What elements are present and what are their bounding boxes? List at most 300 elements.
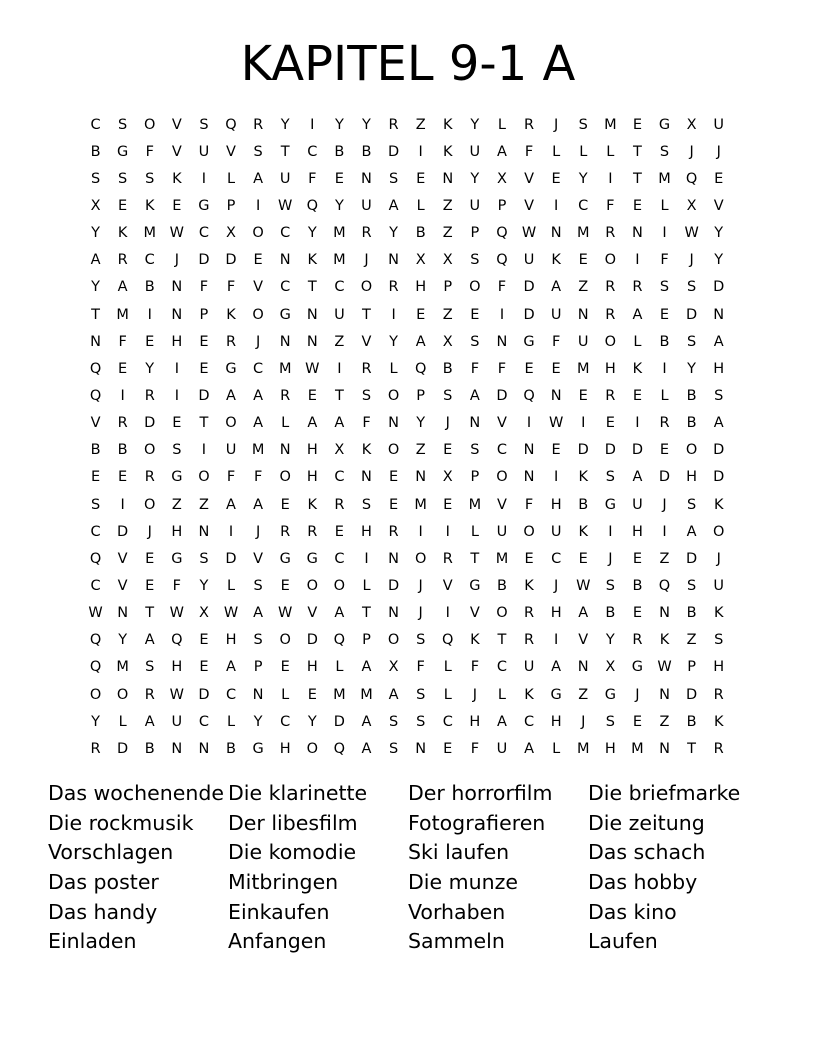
- grid-letter: E: [632, 550, 642, 567]
- grid-letter: C: [334, 469, 345, 486]
- word-list-item: Das poster: [48, 870, 159, 895]
- grid-letter: I: [364, 550, 369, 567]
- grid-letter: R: [632, 632, 643, 649]
- grid-letter: S: [687, 279, 697, 296]
- grid-letter: G: [252, 740, 264, 757]
- grid-letter: R: [144, 686, 155, 703]
- grid-letter: E: [307, 686, 317, 703]
- grid-letter: A: [334, 415, 345, 432]
- grid-letter: M: [143, 225, 156, 242]
- grid-letter: K: [659, 632, 670, 649]
- word-list-item: Vorschlagen: [48, 840, 174, 865]
- grid-letter: K: [713, 713, 724, 730]
- grid-letter: Z: [442, 306, 453, 323]
- grid-letter: B: [361, 143, 372, 160]
- grid-letter: F: [308, 170, 317, 187]
- grid-letter: J: [255, 333, 261, 350]
- grid-letter: A: [307, 415, 318, 432]
- grid-letter: Q: [523, 387, 535, 404]
- grid-letter: L: [335, 659, 344, 676]
- grid-letter: Z: [415, 116, 426, 133]
- grid-letter: Y: [389, 333, 398, 350]
- grid-letter: M: [278, 360, 292, 377]
- grid-letter: B: [144, 279, 155, 296]
- grid-letter: C: [307, 143, 318, 160]
- grid-letter: R: [334, 496, 345, 513]
- grid-letter: A: [253, 170, 264, 187]
- grid-letter: N: [388, 415, 399, 432]
- grid-letter: E: [199, 333, 209, 350]
- grid-letter: S: [90, 170, 101, 187]
- grid-letter: J: [554, 577, 559, 594]
- grid-letter: W: [169, 686, 184, 703]
- grid-letter: E: [118, 360, 128, 377]
- grid-letter: H: [631, 523, 643, 540]
- grid-letter: U: [361, 197, 372, 214]
- grid-letter: C: [280, 225, 291, 242]
- grid-letter: B: [117, 442, 128, 459]
- grid-letter: E: [551, 360, 561, 377]
- grid-letter: W: [223, 605, 239, 622]
- grid-letter: B: [496, 577, 507, 594]
- grid-letter: L: [389, 360, 398, 377]
- grid-letter: A: [361, 659, 372, 676]
- grid-letter: Y: [714, 252, 724, 269]
- grid-letter: O: [144, 496, 156, 513]
- grid-letter: G: [225, 360, 237, 377]
- grid-letter: G: [306, 550, 318, 567]
- grid-letter: H: [550, 605, 562, 622]
- grid-letter: H: [686, 469, 698, 486]
- grid-letter: M: [116, 659, 129, 676]
- grid-letter: R: [605, 387, 616, 404]
- grid-letter: A: [253, 605, 264, 622]
- grid-letter: E: [416, 306, 426, 323]
- grid-letter: A: [226, 387, 236, 404]
- grid-letter: Z: [171, 496, 182, 513]
- grid-letter: R: [280, 523, 291, 540]
- grid-letter: I: [499, 306, 505, 323]
- grid-letter: D: [496, 387, 508, 404]
- grid-letter: S: [687, 577, 697, 594]
- grid-letter: C: [253, 360, 264, 377]
- grid-letter: G: [279, 550, 291, 567]
- grid-letter: T: [199, 415, 209, 432]
- grid-letter: V: [578, 632, 589, 649]
- grid-letter: W: [657, 659, 672, 676]
- grid-letter: B: [686, 387, 697, 404]
- grid-letter: E: [280, 577, 290, 594]
- grid-letter: I: [255, 197, 261, 214]
- grid-letter: R: [632, 279, 643, 296]
- grid-letter: N: [90, 333, 101, 350]
- grid-letter: I: [418, 143, 423, 160]
- grid-letter: X: [90, 197, 101, 214]
- grid-letter: F: [470, 360, 480, 377]
- grid-letter: F: [118, 333, 127, 350]
- grid-letter: J: [689, 143, 694, 160]
- grid-letter: Z: [334, 333, 345, 350]
- grid-letter: L: [497, 686, 506, 703]
- word-list-item: Die zeitung: [588, 810, 705, 835]
- grid-letter: G: [550, 686, 562, 703]
- grid-letter: B: [144, 740, 155, 757]
- grid-letter: J: [608, 550, 613, 567]
- grid-letter: N: [171, 279, 183, 296]
- grid-letter: R: [388, 523, 399, 540]
- grid-letter: E: [334, 523, 344, 540]
- grid-letter: K: [551, 252, 561, 269]
- grid-letter: N: [550, 387, 562, 404]
- grid-letter: K: [443, 143, 453, 160]
- grid-letter: E: [253, 252, 263, 269]
- grid-letter: E: [714, 170, 724, 187]
- grid-letter: A: [524, 740, 534, 757]
- grid-letter: O: [387, 387, 400, 404]
- grid-letter: H: [361, 523, 372, 540]
- grid-letter: I: [174, 387, 179, 404]
- grid-letter: Q: [89, 360, 102, 377]
- grid-letter: R: [605, 279, 616, 296]
- grid-letter: N: [415, 469, 427, 486]
- grid-letter: N: [171, 740, 183, 757]
- grid-letter: M: [495, 550, 509, 567]
- grid-letter: P: [497, 197, 507, 214]
- grid-letter: C: [496, 659, 508, 676]
- grid-letter: V: [469, 605, 480, 622]
- grid-letter: U: [632, 496, 643, 513]
- grid-letter: H: [604, 360, 616, 377]
- grid-letter: I: [526, 415, 532, 432]
- grid-letter: P: [470, 469, 480, 486]
- grid-letter: I: [581, 415, 586, 432]
- grid-letter: D: [117, 740, 129, 757]
- grid-letter: O: [387, 632, 400, 649]
- word-list-item: Das wochenende: [48, 781, 224, 805]
- grid-letter: X: [198, 605, 209, 622]
- grid-letter: R: [117, 252, 128, 269]
- grid-letter: J: [716, 143, 721, 160]
- grid-letter: O: [89, 686, 102, 703]
- grid-letter: N: [361, 469, 372, 486]
- grid-letter: Q: [225, 116, 237, 133]
- grid-letter: A: [388, 197, 399, 214]
- grid-letter: V: [361, 333, 372, 350]
- grid-letter: R: [524, 605, 535, 622]
- grid-letter: Z: [686, 632, 697, 649]
- grid-letter: H: [306, 442, 318, 459]
- grid-letter: B: [90, 143, 101, 160]
- grid-letter: N: [631, 225, 643, 242]
- grid-letter: E: [443, 442, 453, 459]
- grid-letter: R: [361, 360, 372, 377]
- grid-letter: E: [443, 496, 453, 513]
- grid-letter: T: [362, 605, 371, 622]
- grid-letter: J: [418, 605, 423, 622]
- grid-letter: O: [252, 306, 264, 323]
- grid-letter: X: [442, 252, 453, 269]
- grid-letter: X: [442, 469, 453, 486]
- grid-letter: C: [551, 550, 562, 567]
- grid-letter: H: [306, 469, 318, 486]
- grid-letter: S: [172, 442, 182, 459]
- grid-letter: S: [253, 632, 263, 649]
- grid-letter: W: [576, 577, 591, 594]
- grid-letter: E: [605, 415, 615, 432]
- grid-letter: A: [226, 659, 236, 676]
- grid-letter: C: [90, 116, 101, 133]
- grid-letter: E: [551, 442, 561, 459]
- grid-letter: V: [253, 550, 264, 567]
- grid-letter: X: [226, 225, 236, 242]
- grid-letter: S: [90, 496, 101, 513]
- grid-letter: J: [716, 550, 721, 567]
- grid-letter: F: [145, 143, 154, 160]
- grid-letter: O: [360, 279, 373, 296]
- grid-letter: L: [281, 686, 290, 703]
- grid-letter: E: [388, 469, 399, 486]
- grid-letter: S: [145, 170, 155, 187]
- grid-letter: N: [198, 523, 210, 540]
- grid-letter: S: [470, 252, 480, 269]
- grid-letter: J: [174, 252, 179, 269]
- grid-letter: D: [713, 469, 725, 486]
- grid-letter: F: [497, 279, 507, 296]
- grid-letter: E: [524, 360, 534, 377]
- grid-letter: Y: [118, 632, 128, 649]
- grid-letter: N: [252, 686, 264, 703]
- grid-letter: R: [605, 306, 616, 323]
- grid-letter: J: [472, 686, 477, 703]
- grid-letter: T: [334, 387, 344, 404]
- grid-letter: Z: [415, 442, 426, 459]
- grid-letter: A: [253, 415, 264, 432]
- word-list: [48, 779, 788, 957]
- grid-letter: K: [443, 116, 453, 133]
- grid-letter: Z: [659, 550, 670, 567]
- grid-letter: Q: [89, 632, 102, 649]
- grid-letter: A: [361, 740, 372, 757]
- grid-letter: B: [686, 415, 697, 432]
- grid-letter: X: [686, 197, 697, 214]
- grid-letter: N: [117, 605, 129, 622]
- grid-letter: A: [578, 605, 589, 622]
- grid-letter: V: [253, 279, 264, 296]
- grid-letter: D: [306, 632, 318, 649]
- grid-letter: D: [523, 279, 535, 296]
- grid-letter: V: [442, 577, 453, 594]
- grid-letter: X: [605, 659, 616, 676]
- grid-letter: S: [416, 632, 426, 649]
- grid-letter: X: [442, 333, 453, 350]
- grid-letter: B: [415, 225, 426, 242]
- grid-letter: A: [90, 252, 101, 269]
- grid-letter: Q: [496, 225, 508, 242]
- grid-letter: P: [199, 306, 209, 323]
- grid-letter: S: [253, 577, 263, 594]
- grid-letter: L: [552, 143, 561, 160]
- grid-letter: O: [198, 469, 210, 486]
- grid-letter: A: [551, 659, 562, 676]
- grid-letter: A: [469, 387, 480, 404]
- grid-letter: I: [120, 496, 125, 513]
- grid-letter: Y: [199, 577, 209, 594]
- grid-letter: O: [469, 279, 481, 296]
- grid-letter: B: [226, 740, 236, 757]
- word-list-item: Die briefmarke: [588, 781, 741, 805]
- grid-letter: V: [171, 116, 182, 133]
- grid-letter: I: [445, 605, 450, 622]
- grid-letter: D: [631, 442, 643, 459]
- grid-letter: B: [90, 442, 101, 459]
- grid-letter: V: [496, 496, 507, 513]
- grid-letter: U: [550, 306, 562, 323]
- grid-letter: G: [198, 197, 210, 214]
- grid-letter: K: [524, 686, 534, 703]
- grid-letter: O: [523, 523, 535, 540]
- grid-letter: J: [581, 713, 586, 730]
- grid-letter: D: [387, 143, 400, 160]
- grid-letter: A: [226, 496, 236, 513]
- grid-letter: A: [144, 713, 155, 730]
- grid-letter: C: [280, 713, 291, 730]
- grid-letter: L: [226, 713, 236, 730]
- grid-letter: F: [606, 197, 615, 214]
- grid-letter: L: [416, 197, 425, 214]
- grid-letter: Y: [91, 713, 100, 730]
- grid-letter: L: [660, 197, 669, 214]
- grid-letter: S: [605, 713, 615, 730]
- grid-letter: Z: [442, 197, 453, 214]
- grid-letter: D: [198, 686, 210, 703]
- grid-letter: F: [253, 469, 263, 486]
- grid-letter: A: [713, 415, 724, 432]
- grid-letter: I: [228, 523, 234, 540]
- grid-letter: E: [280, 659, 290, 676]
- grid-letter: A: [144, 632, 155, 649]
- grid-letter: O: [333, 577, 346, 594]
- grid-letter: N: [279, 252, 291, 269]
- grid-letter: Y: [334, 197, 344, 214]
- grid-letter: M: [468, 496, 482, 513]
- grid-letter: Q: [685, 170, 698, 187]
- grid-letter: C: [280, 279, 291, 296]
- grid-letter: H: [171, 333, 183, 350]
- grid-letter: Y: [578, 170, 588, 187]
- word-list-item: Einkaufen: [228, 899, 330, 924]
- grid-letter: E: [632, 605, 642, 622]
- grid-letter: W: [88, 605, 103, 622]
- grid-letter: A: [632, 306, 643, 323]
- grid-letter: G: [658, 116, 671, 133]
- grid-letter: A: [253, 496, 264, 513]
- grid-letter: S: [388, 170, 399, 187]
- grid-letter: T: [307, 279, 317, 296]
- grid-letter: Q: [89, 659, 102, 676]
- grid-letter: D: [225, 550, 237, 567]
- grid-letter: U: [469, 143, 481, 160]
- grid-letter: T: [362, 306, 371, 323]
- grid-letter: L: [470, 523, 479, 540]
- grid-letter: V: [713, 197, 724, 214]
- grid-letter: E: [172, 415, 182, 432]
- grid-letter: G: [171, 550, 183, 567]
- grid-letter: L: [579, 143, 588, 160]
- grid-letter: D: [658, 469, 671, 486]
- grid-letter: V: [524, 170, 534, 187]
- grid-letter: L: [226, 170, 236, 187]
- grid-letter: H: [225, 632, 237, 649]
- grid-letter: P: [443, 279, 453, 296]
- grid-letter: E: [118, 469, 128, 486]
- grid-letter: F: [470, 740, 480, 757]
- grid-letter: J: [418, 577, 423, 594]
- grid-letter: F: [524, 143, 534, 160]
- grid-letter: Y: [605, 632, 615, 649]
- grid-letter: K: [172, 170, 182, 187]
- grid-letter: R: [524, 632, 535, 649]
- grid-letter: E: [90, 469, 101, 486]
- grid-letter: Q: [333, 740, 346, 757]
- grid-letter: E: [145, 577, 155, 594]
- grid-letter: E: [470, 306, 480, 323]
- grid-letter: R: [144, 469, 155, 486]
- grid-letter: E: [551, 170, 561, 187]
- grid-letter: C: [90, 523, 101, 540]
- grid-letter: Y: [416, 415, 426, 432]
- grid-letter: E: [388, 496, 399, 513]
- grid-letter: S: [714, 387, 724, 404]
- grid-letter: X: [686, 116, 697, 133]
- grid-letter: D: [604, 442, 616, 459]
- grid-letter: L: [552, 740, 561, 757]
- grid-letter: X: [388, 659, 399, 676]
- grid-letter: K: [470, 632, 480, 649]
- grid-letter: T: [91, 306, 100, 323]
- grid-letter: O: [144, 116, 156, 133]
- grid-letter: N: [388, 605, 399, 622]
- grid-letter: R: [280, 387, 291, 404]
- grid-letter: F: [524, 496, 534, 513]
- grid-letter: R: [442, 550, 453, 567]
- grid-letter: K: [578, 469, 588, 486]
- grid-letter: S: [470, 442, 480, 459]
- grid-letter: S: [388, 713, 399, 730]
- grid-letter: U: [496, 523, 508, 540]
- grid-letter: M: [333, 252, 346, 269]
- grid-letter: R: [90, 740, 101, 757]
- grid-letter: H: [550, 713, 562, 730]
- grid-letter: O: [279, 469, 291, 486]
- grid-letter: K: [361, 442, 372, 459]
- grid-letter: D: [523, 306, 535, 323]
- grid-letter: M: [576, 225, 590, 242]
- grid-letter: H: [415, 279, 427, 296]
- grid-letter: F: [362, 415, 371, 432]
- grid-letter: M: [360, 686, 373, 703]
- grid-letter: U: [469, 197, 481, 214]
- grid-letter: S: [361, 496, 372, 513]
- grid-letter: L: [443, 659, 452, 676]
- grid-letter: U: [334, 306, 345, 323]
- grid-letter: X: [496, 170, 507, 187]
- word-list-item: Die munze: [408, 870, 518, 895]
- grid-letter: A: [551, 279, 562, 296]
- grid-letter: Q: [658, 577, 671, 594]
- grid-letter: N: [659, 605, 670, 622]
- grid-letter: M: [251, 442, 265, 459]
- grid-letter: I: [120, 387, 125, 404]
